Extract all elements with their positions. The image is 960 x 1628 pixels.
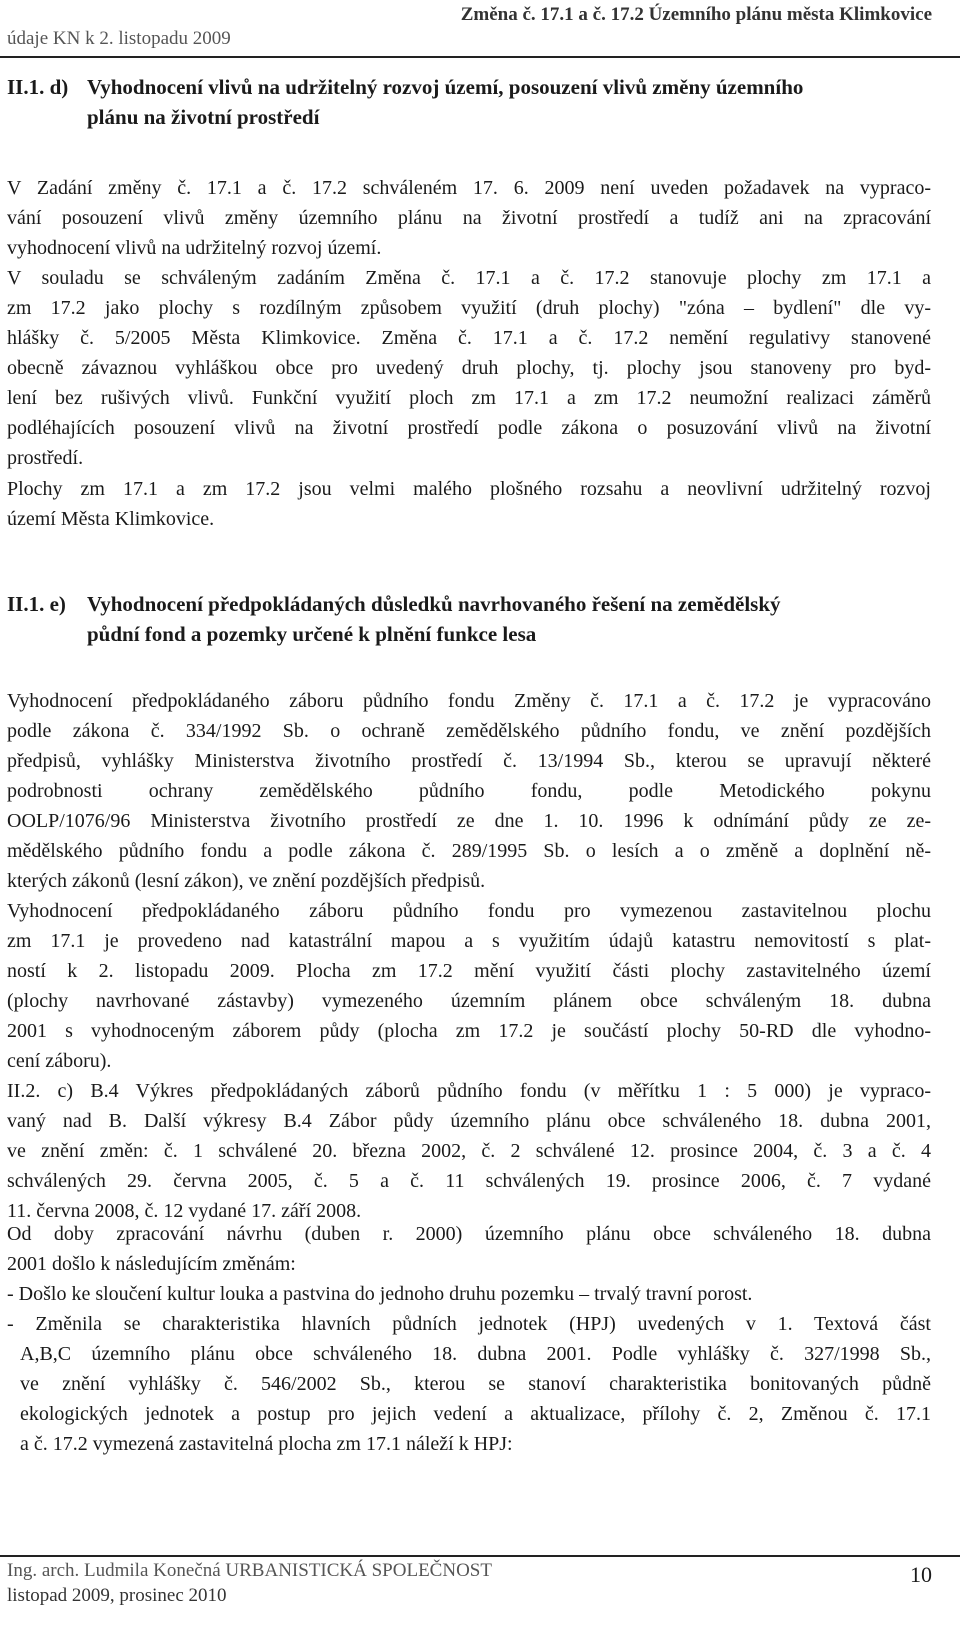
text-line: Vyhodnocení předpokládaného záboru půdního fondu Změny č. 17.1 a č. 17.2 je vypracováno [7, 690, 931, 712]
paragraph [7, 173, 931, 473]
paragraph [7, 474, 931, 534]
footer-divider [0, 1555, 960, 1557]
text-line: schválených 29. června 2005, č. 5 a č. 11 schválených 19. prosince 2006, č. 7 vydané [7, 1170, 931, 1192]
text-line: vaný nad B. Další výkresy B.4 Zábor půdy územního plánu obce schváleného 18. dubna 2001, [7, 1110, 931, 1132]
list-item: - Došlo ke sloučení kultur louka a pastvina do jednoho druhu pozemku – trvalý travní porost. [7, 1283, 753, 1305]
text-line: vyhodnocení vlivů na udržitelný rozvoj území. [7, 237, 382, 259]
text-line: Od doby zpracování návrhu (duben r. 2000) územního plánu obce schváleného 18. dubna [7, 1223, 931, 1245]
paragraph [7, 1219, 931, 1459]
text-line: podrobnosti ochrany zemědělského půdního fondu, podle Metodického pokynu [7, 780, 931, 802]
text-line: kterých zákonů (lesní zákon), ve znění pozdějších předpisů. [7, 870, 486, 892]
paragraph [7, 686, 931, 1226]
footer-author: Ing. arch. Ludmila Konečná URBANISTICKÁ SPOLEČNOST [7, 1560, 492, 1581]
section-title-line: plánu na životní prostředí [87, 105, 320, 129]
list-item-continuation: a č. 17.2 vymezená zastavitelná plocha zm 17.1 náleží k HPJ: [20, 1433, 513, 1455]
text-line: cení záboru). [7, 1050, 112, 1072]
text-line: podle zákona č. 334/1992 Sb. o ochraně zemědělského půdního fondu, ve znění pozdějších [7, 720, 931, 742]
footer-author-block [7, 1560, 492, 1607]
section-heading-e [7, 589, 937, 649]
text-line: území Města Klimkovice. [7, 508, 215, 530]
section-title-line: Vyhodnocení předpokládaných důsledků navrhovaného řešení na zemědělský [87, 592, 781, 616]
list-item-continuation: ve znění vyhlášky č. 546/2002 Sb., kterou se stanoví charakteristika bonitovaných půdně [20, 1373, 931, 1395]
text-line: zm 17.1 je provedeno nad katastrální mapou a s využitím údajů katastru nemovitostí s plat- [7, 930, 931, 952]
text-line: 11. června 2008, č. 12 vydané 17. září 2008. [7, 1200, 362, 1222]
text-line: Plochy zm 17.1 a zm 17.2 jsou velmi malého plošného rozsahu a neovlivní udržitelný rozvoj [7, 478, 931, 500]
text-line: V souladu se schváleným zadáním Změna č. 17.1 a č. 17.2 stanovuje plochy zm 17.1 a [7, 267, 931, 289]
section-title-line: půdní fond a pozemky určené k plnění funkce lesa [87, 622, 537, 646]
section-title-line: Vyhodnocení vlivů na udržitelný rozvoj území, posouzení vlivů změny územního [87, 75, 804, 99]
text-line: ností k 2. listopadu 2009. Plocha zm 17.2 mění využití části plochy zastavitelného území [7, 960, 931, 982]
section-number: II.1. e) [7, 592, 66, 616]
text-line: (plochy navrhované zástavby) vymezeného územním plánem obce schváleným 18. dubna [7, 990, 931, 1012]
text-line: prostředí. [7, 447, 84, 469]
text-line: podléhajících posouzení vlivů na životní prostředí podle zákona o posuzování vlivů na životní [7, 417, 931, 439]
list-item-continuation: ekologických jednotek a postup pro jejich vedení a aktualizace, přílohy č. 2, Změnou č. 17.1 [20, 1403, 931, 1425]
page-number: 10 [910, 1562, 932, 1587]
text-line: obecně závaznou vyhláškou obce pro uvedený druh plochy, tj. plochy jsou stanoveny pro byd- [7, 357, 931, 379]
text-line: ve znění změn: č. 1 schválené 20. března 2002, č. 2 schválené 12. prosince 2004, č. 3 a č. 4 [7, 1140, 931, 1162]
text-line: hlášky č. 5/2005 Města Klimkovice. Změna č. 17.1 a č. 17.2 nemění regulativy stanovené [7, 327, 931, 349]
text-line: II.2. c) B.4 Výkres předpokládaných záborů půdního fondu (v měřítku 1 : 5 000) je vypraco- [7, 1080, 931, 1102]
text-line: V Zadání změny č. 17.1 a č. 17.2 schváleném 17. 6. 2009 není uveden požadavek na vypraco- [7, 177, 931, 199]
text-line: vání posouzení vlivů změny územního plánu na životní prostředí a tudíž ani na zpracování [7, 207, 931, 229]
header-divider [0, 56, 960, 58]
text-line: předpisů, vyhlášky Ministerstva životního prostředí č. 13/1994 Sb., kterou se upravují některé [7, 750, 931, 772]
text-line: lení bez rušivých vlivů. Funkční využití ploch zm 17.1 a zm 17.2 neumožní realizaci záměrů [7, 387, 931, 409]
document-title: Změna č. 17.1 a č. 17.2 Územního plánu města Klimkovice [460, 4, 932, 25]
section-number: II.1. d) [7, 75, 69, 99]
text-line: mědělského půdního fondu a podle zákona č. 289/1995 Sb. o lesích a o změně a doplnění ně- [7, 840, 931, 862]
document-subtitle: údaje KN k 2. listopadu 2009 [7, 28, 231, 49]
footer-dates: listopad 2009, prosinec 2010 [7, 1585, 227, 1606]
text-line: 2001 s vyhodnoceným záborem půdy (plocha zm 17.2 je součástí plochy 50-RD dle vyhodno- [7, 1020, 931, 1042]
text-line: 2001 došlo k následujícím změnám: [7, 1253, 296, 1275]
text-line: zm 17.2 jako plochy s rozdílným způsobem využití (druh plochy) "zóna – bydlení" dle vy- [7, 297, 931, 319]
section-heading-d [7, 72, 937, 132]
text-line: OOLP/1076/96 Ministerstva životního prostředí ze dne 1. 10. 1996 k odnímání půdy ze ze- [7, 810, 931, 832]
list-item-continuation: A,B,C územního plánu obce schváleného 18. dubna 2001. Podle vyhlášky č. 327/1998 Sb., [20, 1343, 931, 1365]
list-item: - Změnila se charakteristika hlavních půdních jednotek (HPJ) uvedených v 1. Textová část [7, 1313, 931, 1335]
text-line: Vyhodnocení předpokládaného záboru půdního fondu pro vymezenou zastavitelnou plochu [7, 900, 931, 922]
